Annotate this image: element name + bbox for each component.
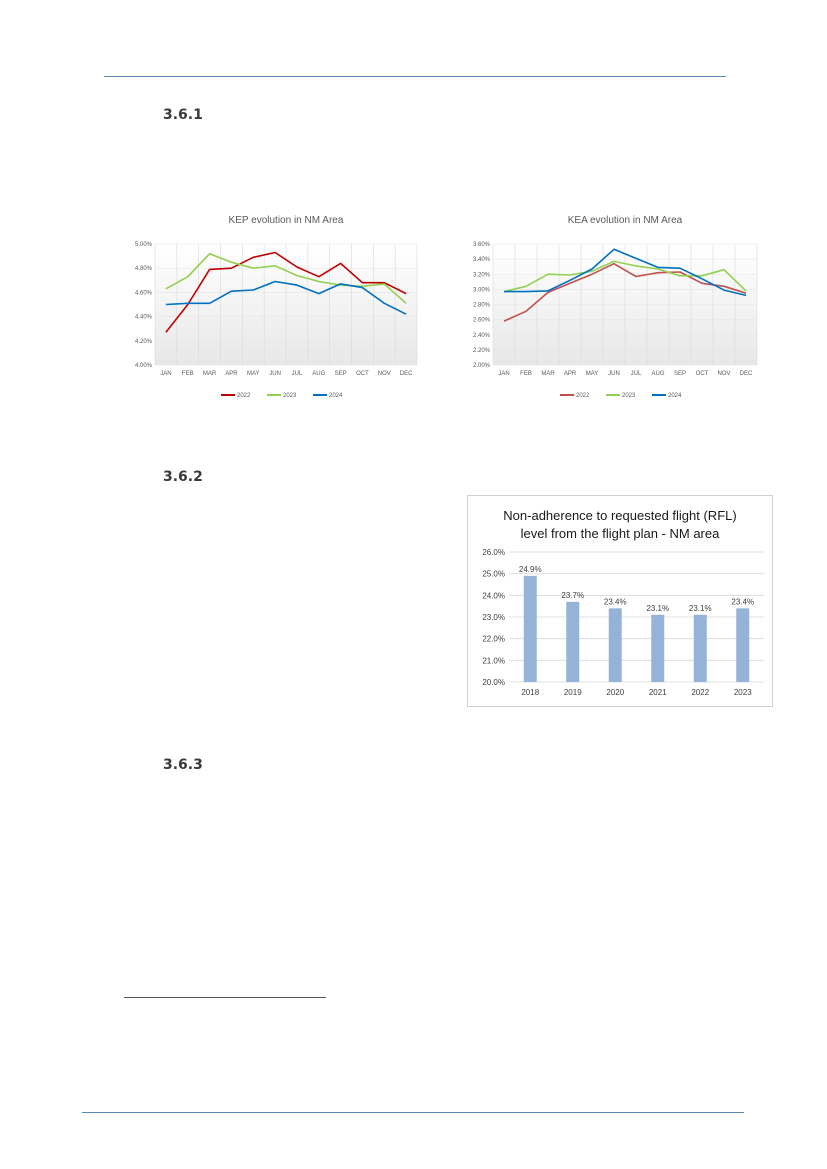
y-tick-label: 4.60%	[134, 290, 152, 297]
rfl-nonadherence-chart	[467, 495, 773, 707]
chart-title: KEA evolution in NM Area	[567, 215, 683, 226]
chart-title-line2: level from the flight plan - NM area	[520, 526, 720, 541]
legend-label: 2023	[283, 393, 297, 399]
x-tick-label: FEB	[181, 371, 194, 377]
y-tick-label: 3.60%	[472, 242, 490, 248]
data-label: 24.9%	[518, 564, 542, 574]
y-tick-label: 2.20%	[472, 347, 490, 354]
x-tick-label: APR	[225, 371, 238, 377]
y-tick-label: 25.0%	[482, 569, 505, 579]
bar-2019	[566, 602, 579, 682]
y-tick-label: 23.0%	[482, 613, 505, 622]
legend-label: 2024	[668, 393, 682, 399]
x-tick-label: JUN	[608, 371, 620, 377]
x-tick-label: OCT	[695, 371, 709, 377]
x-tick-label: MAR	[541, 371, 555, 377]
x-tick-label: JAN	[160, 371, 172, 377]
section-heading-3-6-2: 3.6.2	[163, 469, 203, 485]
header-rule	[104, 76, 726, 77]
y-tick-label: 2.80%	[472, 302, 490, 309]
x-tick-label: 2019	[563, 688, 582, 697]
y-tick-label: 20.0%	[482, 678, 505, 687]
bar-2023	[736, 608, 749, 682]
x-tick-label: FEB	[520, 371, 532, 377]
bar-2022	[694, 615, 707, 682]
x-tick-label: OCT	[356, 371, 369, 377]
x-tick-label: NOV	[377, 371, 391, 377]
x-tick-label: APR	[563, 371, 577, 377]
y-tick-label: 21.0%	[482, 656, 505, 666]
legend-label: 2022	[576, 393, 590, 399]
bar-2020	[609, 608, 622, 682]
y-tick-label: 4.20%	[134, 338, 152, 345]
section-heading-3-6-3: 3.6.3	[163, 757, 203, 773]
data-label: 23.4%	[731, 597, 755, 607]
x-tick-label: AUG	[312, 371, 326, 377]
x-tick-label: MAY	[246, 371, 260, 377]
y-tick-label: 26.0%	[482, 548, 505, 557]
y-tick-label: 4.40%	[134, 314, 152, 321]
footer-rule	[82, 1112, 744, 1113]
x-tick-label: AUG	[651, 371, 665, 377]
x-tick-label: 2021	[648, 688, 667, 697]
data-label: 23.1%	[688, 603, 712, 613]
bar-2018	[524, 576, 537, 682]
y-tick-label: 4.80%	[134, 266, 152, 273]
kea-evolution-chart	[455, 205, 765, 410]
x-tick-label: 2020	[606, 688, 625, 697]
data-label: 23.1%	[646, 603, 670, 613]
footnote-rule	[124, 997, 326, 998]
data-label: 23.4%	[603, 597, 627, 607]
x-tick-label: DEC	[739, 371, 753, 377]
x-tick-label: SEP	[673, 371, 687, 377]
x-tick-label: 2022	[691, 688, 710, 697]
x-tick-label: SEP	[334, 371, 347, 377]
y-tick-label: 24.0%	[482, 591, 505, 601]
x-tick-label: 2018	[521, 688, 540, 697]
chart-title: KEP evolution in NM Area	[228, 215, 344, 226]
legend-label: 2023	[622, 393, 636, 399]
chart-title-line1: Non-adherence to requested flight (RFL)	[503, 508, 737, 523]
x-tick-label: MAR	[202, 371, 217, 377]
y-tick-label: 3.00%	[472, 287, 490, 294]
x-tick-label: JUN	[269, 371, 281, 377]
x-tick-label: NOV	[717, 371, 731, 377]
x-tick-label: 2023	[733, 688, 752, 697]
legend-label: 2024	[329, 393, 343, 399]
bar-2021	[651, 615, 664, 682]
y-tick-label: 5.00%	[134, 242, 152, 248]
y-tick-label: 2.00%	[472, 363, 490, 369]
kep-evolution-chart	[125, 205, 425, 410]
x-tick-label: JAN	[498, 371, 510, 377]
legend-label: 2022	[237, 393, 251, 399]
y-tick-label: 4.00%	[134, 363, 152, 369]
y-tick-label: 2.40%	[472, 332, 490, 339]
x-tick-label: DEC	[399, 371, 413, 377]
y-tick-label: 3.20%	[472, 272, 490, 279]
x-tick-label: JUL	[630, 371, 642, 377]
x-tick-label: JUL	[291, 371, 303, 377]
y-tick-label: 3.40%	[472, 257, 490, 264]
y-tick-label: 2.60%	[472, 317, 490, 324]
y-tick-label: 22.0%	[482, 634, 505, 644]
section-heading-3-6-1: 3.6.1	[163, 107, 203, 123]
data-label: 23.7%	[561, 590, 585, 600]
x-tick-label: MAY	[585, 371, 599, 377]
